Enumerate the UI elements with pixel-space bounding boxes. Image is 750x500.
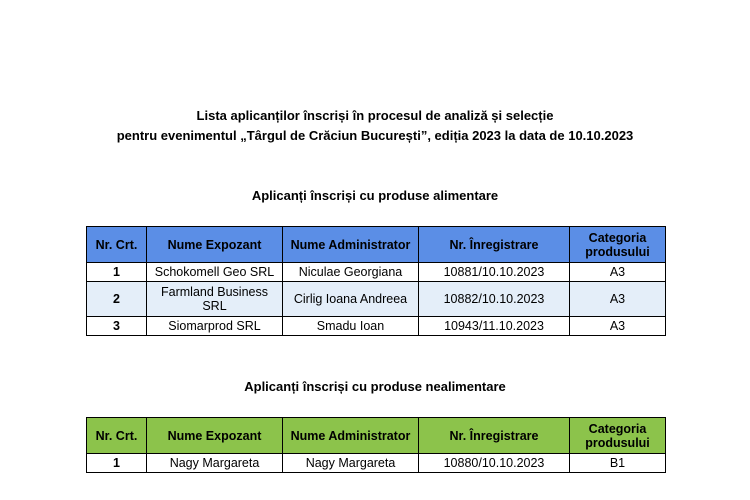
cell-categoria: B1: [570, 454, 666, 473]
cell-administrator: Niculae Georgiana: [283, 263, 419, 282]
cell-nr: 2: [87, 282, 147, 317]
cell-nr: 1: [87, 263, 147, 282]
header-nume-expozant: Nume Expozant: [147, 227, 283, 263]
table-row: [87, 282, 666, 317]
header-nume-expozant: Nume Expozant: [147, 418, 283, 454]
section-heading-alimentare: Aplicanți înscriși cu produse alimentare: [251, 188, 499, 203]
cell-expozant: Siomarprod SRL: [147, 317, 283, 336]
cell-expozant: Farmland Business SRL: [147, 282, 283, 317]
cell-expozant: Schokomell Geo SRL: [147, 263, 283, 282]
header-nr-inregistrare: Nr. Înregistrare: [419, 227, 570, 263]
cell-categoria: A3: [570, 317, 666, 336]
table-row: [87, 454, 666, 473]
header-nr-crt: Nr. Crt.: [87, 227, 147, 263]
header-nume-administrator: Nume Administrator: [283, 227, 419, 263]
header-nr-crt: Nr. Crt.: [87, 418, 147, 454]
cell-administrator: Cirlig Ioana Andreea: [283, 282, 419, 317]
cell-expozant: Nagy Margareta: [147, 454, 283, 473]
header-categoria-produsului: Categoria produsului: [570, 418, 666, 454]
table-alimentare: [86, 226, 666, 336]
document-title-line-1: Lista aplicanților înscriși în procesul de analiză și selecție: [196, 108, 554, 123]
cell-administrator: Nagy Margareta: [283, 454, 419, 473]
section-heading-nealimentare: Aplicanți înscriși cu produse nealimentare: [244, 379, 506, 394]
cell-inregistrare: 10882/10.10.2023: [419, 282, 570, 317]
table-nealimentare: [86, 417, 666, 473]
header-nume-administrator: Nume Administrator: [283, 418, 419, 454]
cell-categoria: A3: [570, 263, 666, 282]
cell-nr: 3: [87, 317, 147, 336]
table-row: [87, 263, 666, 282]
document-title-line-2: pentru evenimentul „Târgul de Crăciun București”, ediția 2023 la data de 10.10.2023: [116, 128, 634, 143]
cell-administrator: Smadu Ioan: [283, 317, 419, 336]
cell-inregistrare: 10943/11.10.2023: [419, 317, 570, 336]
header-nr-inregistrare: Nr. Înregistrare: [419, 418, 570, 454]
table-header-row: [87, 227, 666, 263]
header-categoria-produsului: Categoria produsului: [570, 227, 666, 263]
cell-nr: 1: [87, 454, 147, 473]
table-row: [87, 317, 666, 336]
cell-categoria: A3: [570, 282, 666, 317]
cell-inregistrare: 10880/10.10.2023: [419, 454, 570, 473]
cell-inregistrare: 10881/10.10.2023: [419, 263, 570, 282]
table-header-row: [87, 418, 666, 454]
